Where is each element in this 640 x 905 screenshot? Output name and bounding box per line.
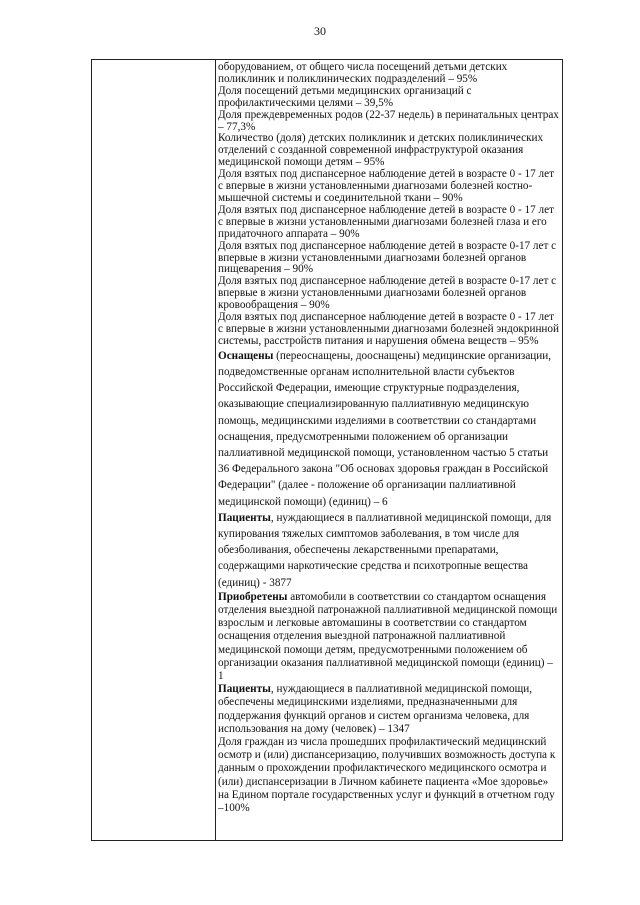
entry-lead-word: Пациенты xyxy=(218,683,271,696)
entry-lead-word: Пациенты xyxy=(218,511,271,524)
indicator-entry: Количество (доля) детских поликлиник и детских поликлинических отделений с созданной современной инфраструктурой оказания медицинской помощи детям – 95% xyxy=(218,132,544,169)
indicator-entry: Доля посещений детьми медицинских организаций с профилактическими целями – 39,5% xyxy=(218,84,472,109)
indicator-entry: Доля граждан из числа прошедших профилактический медицинский осмотр и (или) диспансеризацию, получивших возможность доступа к данным о прохождении профилактического медицинского осмотра и (или) диспансеризации в Личном кабинете пациента «Мое здоровье» на Едином портале государственных услуг и функций в отчетном году –100% xyxy=(218,736,556,815)
table-left-column xyxy=(92,60,216,840)
indicator-entry: Пациенты, нуждающиеся в паллиативной медицинской помощи, для купирования тяжелых симптомов заболевания, в том числе для обезболивания, обеспечены лекарственными препаратами, содержащими наркотические средства и психотропные вещества (единиц) - 3877 xyxy=(218,511,552,589)
indicator-entry: Доля взятых под диспансерное наблюдение детей в возрасте 0 - 17 лет с впервые в жизни установленными диагнозами болезней эндокринной системы, расстройств питания и нарушения обмена веществ – 95% xyxy=(218,311,559,347)
indicator-entry: Оснащены (переоснащены, дооснащены) медицинские организации, подведомственные органам исполнительной власти субъектов Российской Федерации, имеющие структурные подразделения, оказывающие специализированную паллиативную медицинскую помощь, медицинскими изделиями в соответствии со стандартами оснащения, предусмотренными положением об организации паллиативной медицинской помощи, установленном частью 5 статьи 36 Федерального закона "Об основах здоровья граждан в Российской Федерации" (далее - положение об организации паллиативной медицинской помощи) (единиц) – 6 xyxy=(218,349,552,508)
entry-lead-word: Приобретены xyxy=(218,590,288,603)
page-number: 30 xyxy=(314,24,326,38)
table-right-column xyxy=(218,62,560,815)
indicator-entry: Доля взятых под диспансерное наблюдение детей в возрасте 0 - 17 лет с впервые в жизни установленными диагнозами болезней глаза и его придаточного аппарата – 90% xyxy=(218,203,554,240)
indicator-entry: Доля взятых под диспансерное наблюдение детей в возрасте 0-17 лет с впервые в жизни установленными диагнозами болезней органов кровообращения – 90% xyxy=(218,275,557,312)
indicator-entry: Приобретены автомобили в соответствии со стандартом оснащения отделения выездной патронажной паллиативной медицинской помощи взрослым и легковые автомашины в соответствии со стандартом оснащения отделения выездной патронажной паллиативной медицинской помощи детям, предусмотренными положением об организации оказания паллиативной медицинской помощи (единиц) – 1 xyxy=(218,590,558,683)
indicator-table xyxy=(91,59,563,841)
indicator-entry: Доля преждевременных родов (22-37 недель) в перинатальных центрах – 77,3% xyxy=(218,108,559,133)
indicator-entry: Доля взятых под диспансерное наблюдение детей в возрасте 0 - 17 лет с впервые в жизни установленными диагнозами болезней костно-мышечной системы и соединительной ткани – 90% xyxy=(218,168,554,204)
entry-lead-word: Оснащены xyxy=(218,349,274,362)
indicator-entry: Пациенты, нуждающиеся в паллиативной медицинской помощи, обеспечены медицинскими изделиями, предназначенными для поддержания функций органов и систем организма человека, для использования на дому (человек) – 1347 xyxy=(218,683,533,735)
indicator-entry: Доля взятых под диспансерное наблюдение детей в возрасте 0-17 лет с впервые в жизни установленными диагнозами болезней органов пищеварения – 90% xyxy=(218,239,557,276)
indicator-entry: оборудованием, от общего числа посещений детьми детских поликлиник и поликлинических подразделений – 95% xyxy=(218,61,508,85)
